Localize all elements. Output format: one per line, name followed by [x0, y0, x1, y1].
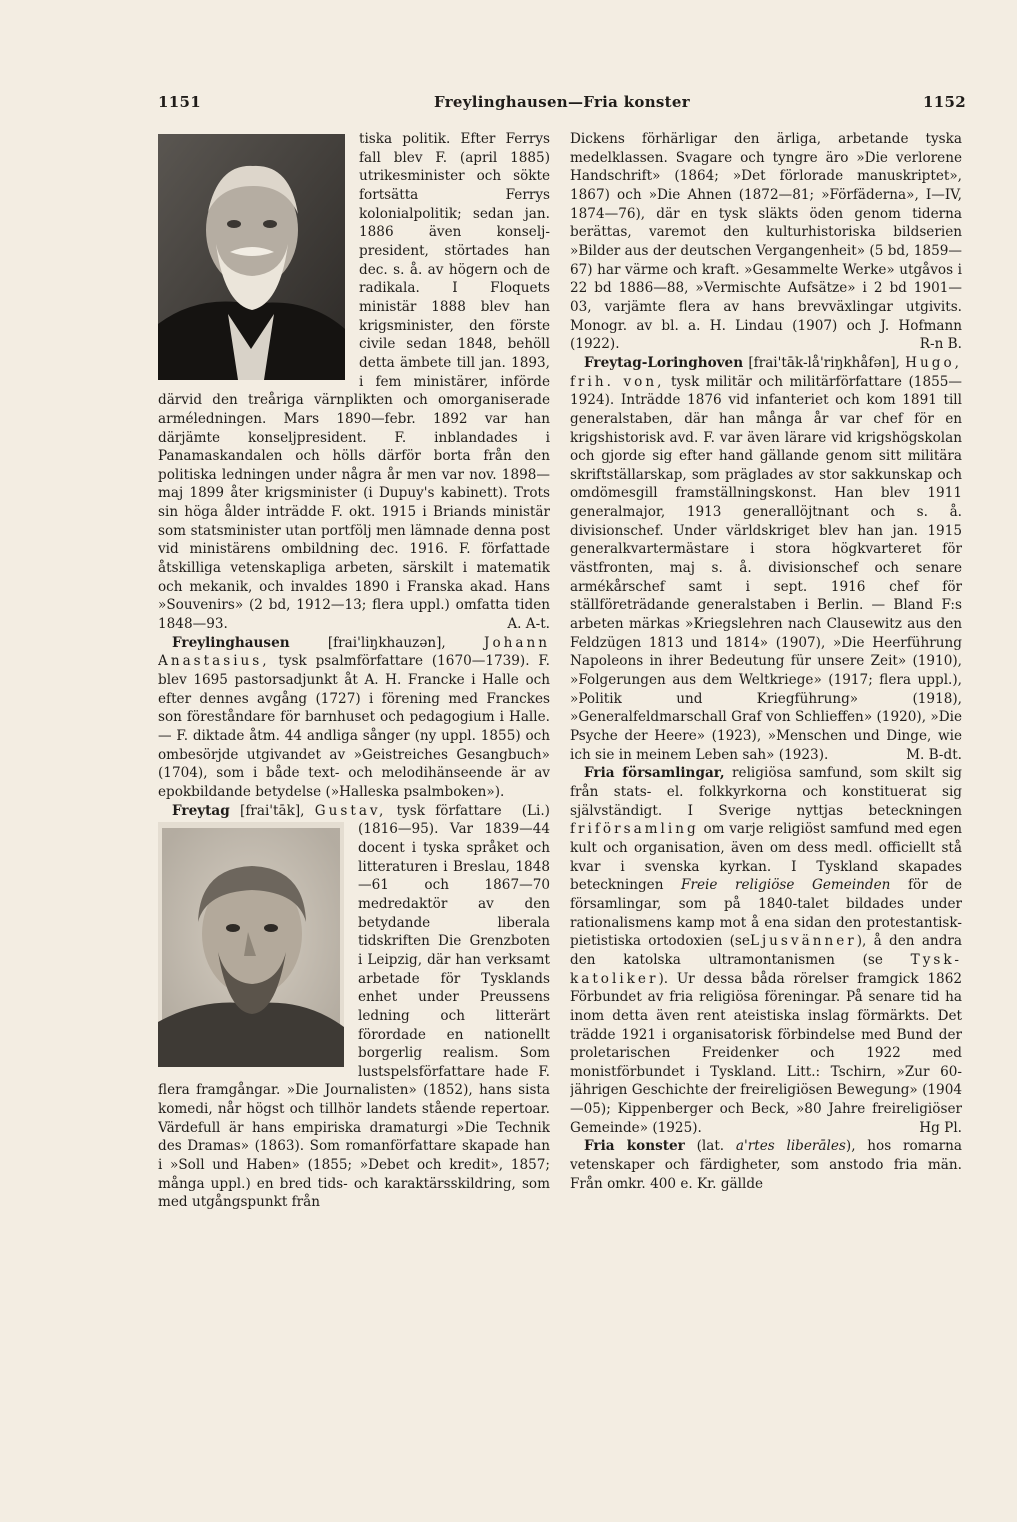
headword: Fria konster [584, 1138, 685, 1155]
author-signature: A. A-t. [507, 616, 550, 633]
italic-term: Freie religiöse Gemeinden [681, 877, 891, 894]
pronunciation: [frai'liŋkhauzən], [327, 634, 446, 651]
entry-text: ), å den andra den katolska ultramontanismen (se [570, 933, 962, 968]
text-column-left [158, 130, 550, 1370]
entry-text: tiska politik. Efter Ferrys fall blev F. (april 1885) utrikesminister och sökte fortsätta Ferrys kolonialpolitik; sedan jan. 1886 även konseljpresident, störtades han dec. s. å. av högern och de radikala. I Floquets ministär 1888 blev han krigsminister, den förste civile sedan 1848, behöll detta ämbete till jan. 1893, i fem ministärer, införde därvid den treåriga värnplikten och omorganiserade arméledningen. Mars 1890—febr. 1892 var han därjämte konseljpresident. F. inblandades i Panamaskandalen och hölls därför borta från den politiska ledningen under några år men var nov. 1898—maj 1899 åter krigsminister (i Dupuy's kabinett). Trots sin höga ålder inträdde F. okt. 1915 i Briands ministär som statsminister utan portfölj men lämnade denna post vid ministärens ombildning dec. 1916. F. författade åtskilliga vetenskapliga arbeten, särskilt i matematik och mekanik, och invaldes 1890 i Franska akad. Hans »Souvenirs» (2 bd, 1912—13; flera uppl.) omfatta tiden 1848—93. [158, 131, 550, 633]
author-signature: R-n B. [919, 336, 962, 353]
cross-reference: Tysk-katoliker [570, 951, 962, 987]
entry-text: tysk psalmförfattare (1670—1739). F. blev 1695 pastorsadjunkt åt A. H. Francke i Halle och efter dennes avgång (1727) i förening med Franckes son föreståndare för barnhuset och pedagogium i Halle. — F. diktade åtm. 44 andliga sånger (ny uppl. 1855) och ombesörjde utgivandet av »Geistreiches Gesangbuch» (1704), som i både text- och melodihänseende är av epokbildande betydelse (»Halleska psalmboken»). [158, 653, 550, 800]
entry-freytag-continued [570, 130, 962, 354]
person-name: Gustav, [314, 802, 387, 819]
text-column-right [570, 130, 962, 1370]
entry-text: om varje religiöst samfund med egen kult och organisation, även om dess medl. officiellt stå kvar i svenska kyrkan. I Tyskland skapades beteckningen [570, 821, 962, 894]
author-signature: M. B-dt. [906, 746, 962, 763]
entry-text: tysk militär och militärförfattare (1855—1924). Inträdde 1876 vid infanteriet och kom 1891 till generalstaben, där han många år var chef för en krigshistorisk avd. F. var även lärare vid krigshögskolan och gjorde sig efter hand gällande genom sitt militära skriftställarskap, som präglades av stor sakkunskap och omdömesgill framställningskonst. Han blev 1911 generalmajor, 1913 generallöjtnant och s. å. divisionschef. Under världskriget blev han jan. 1915 generalkvartermästare i stora högkvarteret för västfronten, maj s. å. divisionschef och senare armékårschef samt i sept. 1916 chef för ställföreträdande generalstaben i Berlin. — Bland F:s arbeten märkas »Kriegslehren nach Clausewitz aus den Feldzügen 1813 und 1814» (1907), »Die Heerführung Napoleons in ihrer Bedeutung für unsere Zeit» (1910), »Folgerungen aus dem Weltkriege» (1917; flera uppl.), »Politik und Kriegführung» (1918), »Generalfeldmarschall Graf von Schlieffen» (1920), »Die Psyche der Heere» (1923), »Menschen und Dinge, wie ich sie in meinem Leben sah» (1923). [570, 373, 962, 763]
entry-text: för de församlingar, som på 1840-talet bildades under rationalismens kamp mot å ena sidan den protestantisk-pietistiska ortodoxien (se [570, 877, 962, 950]
latin-term: a'rtes liberāles [735, 1138, 846, 1155]
entry-text: Dickens förhärligar den ärliga, arbetande tyska medelklassen. Svagare och tyngre äro »Die verlorene Handschrift» (1864; »Det förlorade manuskriptet», 1867) och »Die Ahnen (1872—81; »Förfäderna», I—IV, 1874—76), där en tysk släkts öden genom tiderna berättas, varemot den kulturhistoriska bildserien »Bilder aus der deutschen Vergangenheit» (5 bd, 1859—67) har värme och kraft. »Gesammelte Werke» utgåvos i 22 bd 1886—88, »Vermischte Aufsätze» i 2 bd 1901—03, varjämte flera av hans brevväxlingar utgivits. Monogr. av bl. a. H. Lindau (1907) och J. Hofmann (1922). [570, 131, 962, 353]
headword: Freytag-Loringhoven [584, 354, 744, 371]
author-signature: Hg Pl. [919, 1119, 962, 1136]
page-number-left: 1151 [158, 93, 201, 111]
headword: Freylinghausen [172, 634, 290, 651]
running-title: Freylinghausen—Fria konster [434, 93, 690, 111]
cross-reference: Ljusvänner [749, 933, 857, 950]
entry-freytag-loringhoven [570, 354, 962, 764]
entry-freycinet-continued [158, 130, 550, 634]
spaced-term: friförsamling [570, 821, 699, 838]
entry-text: ). Ur dessa båda rörelser framgick 1862 Förbundet av fria religiösa föreningar. På senare tid ha inom detta även rent ateistiska inslag förmärkts. Det trädde 1921 i organisatorisk förbindelse med Bund der proletarischen Freidenker och 1922 med monistförbundet i Tyskland. Litt.: Tschirn, »Zur 60-jährigen Geschichte der freireligiösen Bewegung» (1904—05); Kippenberger och Beck, »80 Jahre freireligiöser Gemeinde» (1925). [570, 970, 962, 1136]
entry-freytag [158, 802, 550, 1212]
headword: Freytag [172, 802, 230, 819]
entry-fria-konster [570, 1137, 962, 1193]
running-header [158, 93, 966, 117]
person-name: Johann Anastasius, [158, 634, 550, 670]
page-number-right: 1152 [923, 93, 966, 111]
headword: Fria församlingar, [584, 765, 725, 782]
portrait-freycinet [158, 134, 345, 380]
pronunciation: [frai'tāk], [240, 802, 305, 819]
portrait-freytag [158, 822, 344, 1067]
author-signature: (Li.) [521, 802, 550, 819]
entry-text: tysk författare (1816—95). Var 1839—44 docent i tyska språket och litteraturen i Breslau, 1848—61 och 1867—70 medredaktör av den betydande liberala tidskriften Die Grenzboten i Leipzig, där han verksamt arbetade för Tysklands enhet under Preussens ledning och litterärt förordade en nationellt borgerlig realism. Som lustspelsförfattare hade F. flera framgångar. »Die Journalisten» (1852), hans sista komedi, når högst och tillhör landets stående repertoar. Värdefull är hans empiriska dramaturgi »Die Technik des Dramas» (1863). Som romanförfattare skapade han i »Soll und Haben» (1855; »Debet och kredit», 1857; många uppl.) en bred tids- och karaktärsskildring, som med utgångspunkt från [158, 802, 550, 1211]
pronunciation: [frai'tāk-lå'riŋkhåfən], [748, 354, 900, 371]
person-name: Hugo, frih. von, [570, 354, 962, 390]
entry-fria-forsamlingar [570, 764, 962, 1137]
entry-text: religiösa samfund, som skilt sig från stats- el. folkkyrkorna och konstituerat sig självständigt. I Sverige nyttjas beteckningen [570, 765, 962, 819]
entry-text: (lat. [696, 1138, 725, 1155]
entry-text: ), hos romarna vetenskaper och färdigheter, som anstodo fria män. Från omkr. 400 e. Kr. gällde [570, 1138, 962, 1192]
